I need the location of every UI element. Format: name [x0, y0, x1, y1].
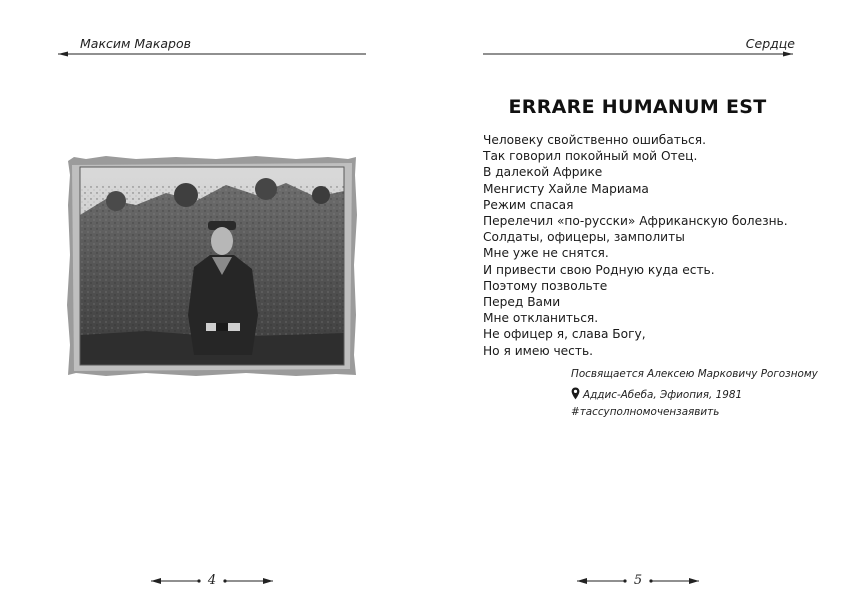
location-line: [571, 387, 742, 401]
poem-line: В далекой Африке: [483, 165, 603, 180]
poem-line: Солдаты, офицеры, замполиты: [483, 230, 685, 245]
poem-line: Мне уже не снятся.: [483, 246, 609, 261]
hashtag: #тассуполномочензаявить: [571, 406, 720, 418]
poem-title: ERRARE HUMANUM EST: [508, 96, 767, 118]
poem-line: Перелечил «по-русски» Африканскую болезнь.: [483, 214, 788, 229]
poem-body: [483, 132, 788, 359]
poem-line: И привести свою Родную куда есть.: [483, 262, 715, 277]
poem-line: Так говорил покойный мой Отец.: [483, 149, 698, 164]
poem-line: Но я имею честь.: [483, 343, 594, 358]
poem-line: Перед Вами: [483, 295, 561, 310]
header-rule: [483, 47, 795, 61]
running-head-author: Максим Макаров: [80, 36, 191, 51]
poem-line: Не офицер я, слава Богу,: [483, 327, 646, 342]
right-page: [425, 0, 850, 616]
map-pin-icon: [571, 387, 580, 400]
dedication: Посвящается Алексею Марковичу Рогозному: [571, 368, 818, 380]
poem-line: Человеку свойственно ошибаться.: [483, 133, 706, 147]
poem-line: Режим спасая: [483, 197, 574, 212]
poem-line: Мне откланиться.: [483, 311, 599, 326]
running-head-section: Сердце: [745, 36, 795, 51]
header-rule: [58, 47, 368, 61]
location-text: Аддис-Абеба, Эфиопия, 1981: [583, 389, 743, 401]
photo: [66, 155, 358, 377]
poem-line: Менгисту Хайле Мариама: [483, 181, 649, 196]
poem-line: Поэтому позвольте: [483, 278, 608, 293]
page-number: 4: [207, 573, 217, 588]
page-number: 5: [633, 573, 643, 588]
